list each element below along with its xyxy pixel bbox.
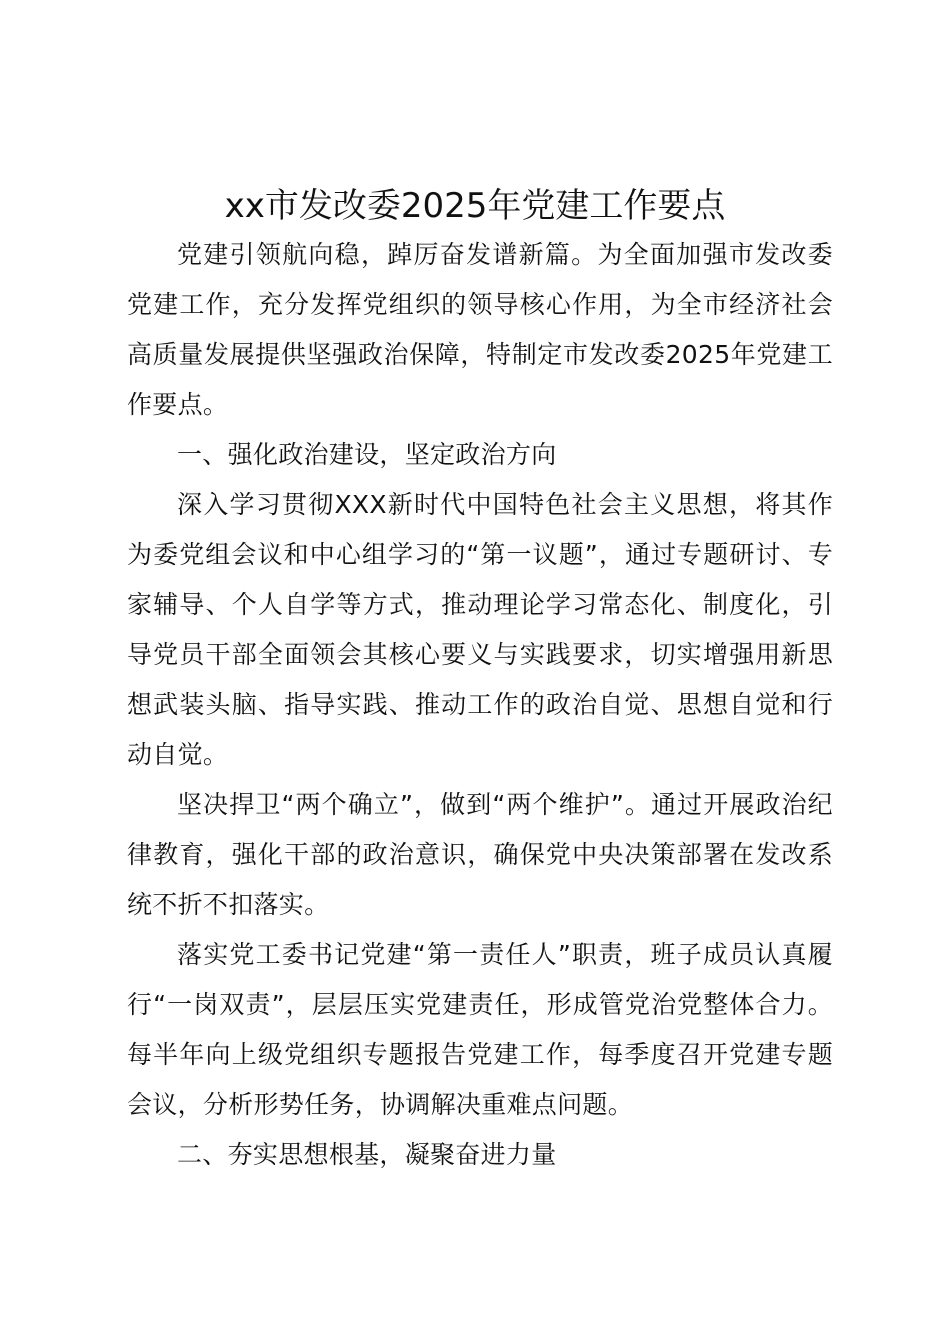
body-paragraph: 深入学习贯彻XXX新时代中国特色社会主义思想，将其作为委党组会议和中心组学习的“第一议题”，通过专题研讨、专家辅导、个人自学等方式，推动理论学习常态化、制度化，引导党员干部全面领会其核心要义与实践要求，切实增强用新思想武装头脑、指导实践、推动工作的政治自觉、思想自觉和行动自觉。 — [127, 490, 833, 769]
body-paragraph: 落实党工委书记党建“第一责任人”职责，班子成员认真履行“一岗双责”，层层压实党建责任，形成管党治党整体合力。每半年向上级党组织专题报告党建工作，每季度召开党建专题会议，分析形势任务，协调解决重难点问题。 — [127, 940, 833, 1119]
section-heading-2: 二、夯实思想根基，凝聚奋进力量 — [177, 1140, 557, 1169]
document-body — [127, 230, 833, 1180]
body-paragraph: 坚决捍卫“两个确立”，做到“两个维护”。通过开展政治纪律教育，强化干部的政治意识，确保党中央决策部署在发改系统不折不扣落实。 — [127, 790, 833, 919]
section-heading-1: 一、强化政治建设，坚定政治方向 — [177, 440, 557, 469]
document-title: xx市发改委2025年党建工作要点 — [224, 186, 726, 226]
intro-paragraph: 党建引领航向稳，踔厉奋发谱新篇。为全面加强市发改委党建工作，充分发挥党组织的领导核心作用，为全市经济社会高质量发展提供坚强政治保障，特制定市发改委2025年党建工作要点。 — [127, 240, 833, 419]
